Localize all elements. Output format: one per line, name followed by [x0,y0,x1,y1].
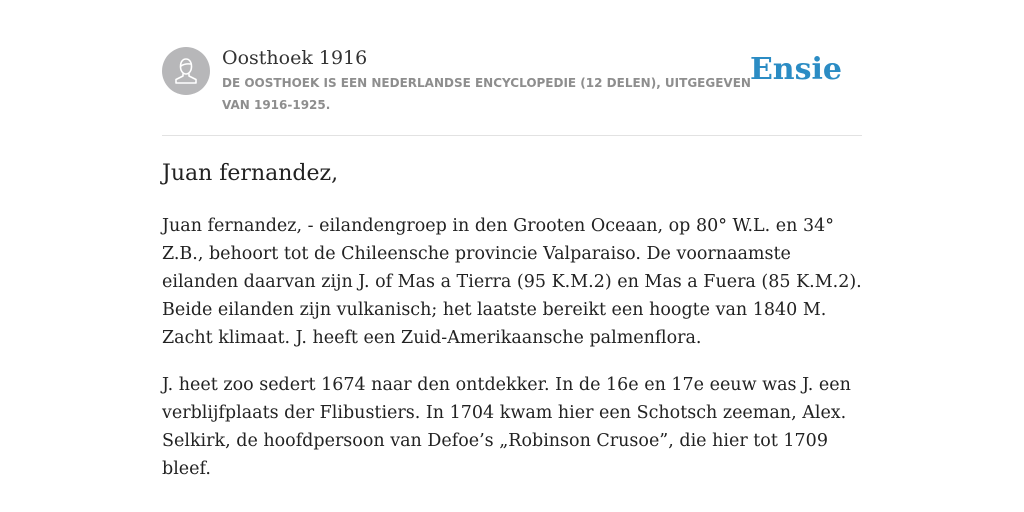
entry-content [162,156,862,483]
entry-paragraph-1: Juan fernandez, - eilandengroep in den Grooten Oceaan, op 80° W.L. en 34° Z.B., behoort tot de Chileensche provincie Valparaiso. De voornaamste eilanden daarvan zijn J. of Mas a Tierra (95 K.M.2) en Mas a Fuera (85 K.M.2). Beide eilanden zijn vulkanisch; het laatste bereikt een hoogte van 1840 M. Zacht klimaat. J. heeft een Zuid-Amerikaansche palmenflora. [162,216,862,348]
entry-paragraph-2: J. heet zoo sedert 1674 naar den ontdekker. In de 16e en 17e eeuw was J. een verblijfplaats der Flibustiers. In 1704 kwam hier een Schotsch zeeman, Alex. Selkirk, de hoofdpersoon van Defoe’s „Robinson Crusoe”, die hier tot 1709 bleef. [162,375,851,479]
entry-title: Juan fernandez, [162,161,339,186]
source-avatar[interactable] [162,47,210,95]
ensie-logo[interactable]: Ensie [749,52,842,87]
user-silhouette-icon [162,47,210,95]
source-header [162,44,862,136]
source-description: DE OOSTHOEK IS EEN NEDERLANDSE ENCYCLOPEDIE (12 DELEN), UITGEGEVEN VAN 1916-1925. [222,76,751,112]
source-title[interactable]: Oosthoek 1916 [222,47,368,69]
